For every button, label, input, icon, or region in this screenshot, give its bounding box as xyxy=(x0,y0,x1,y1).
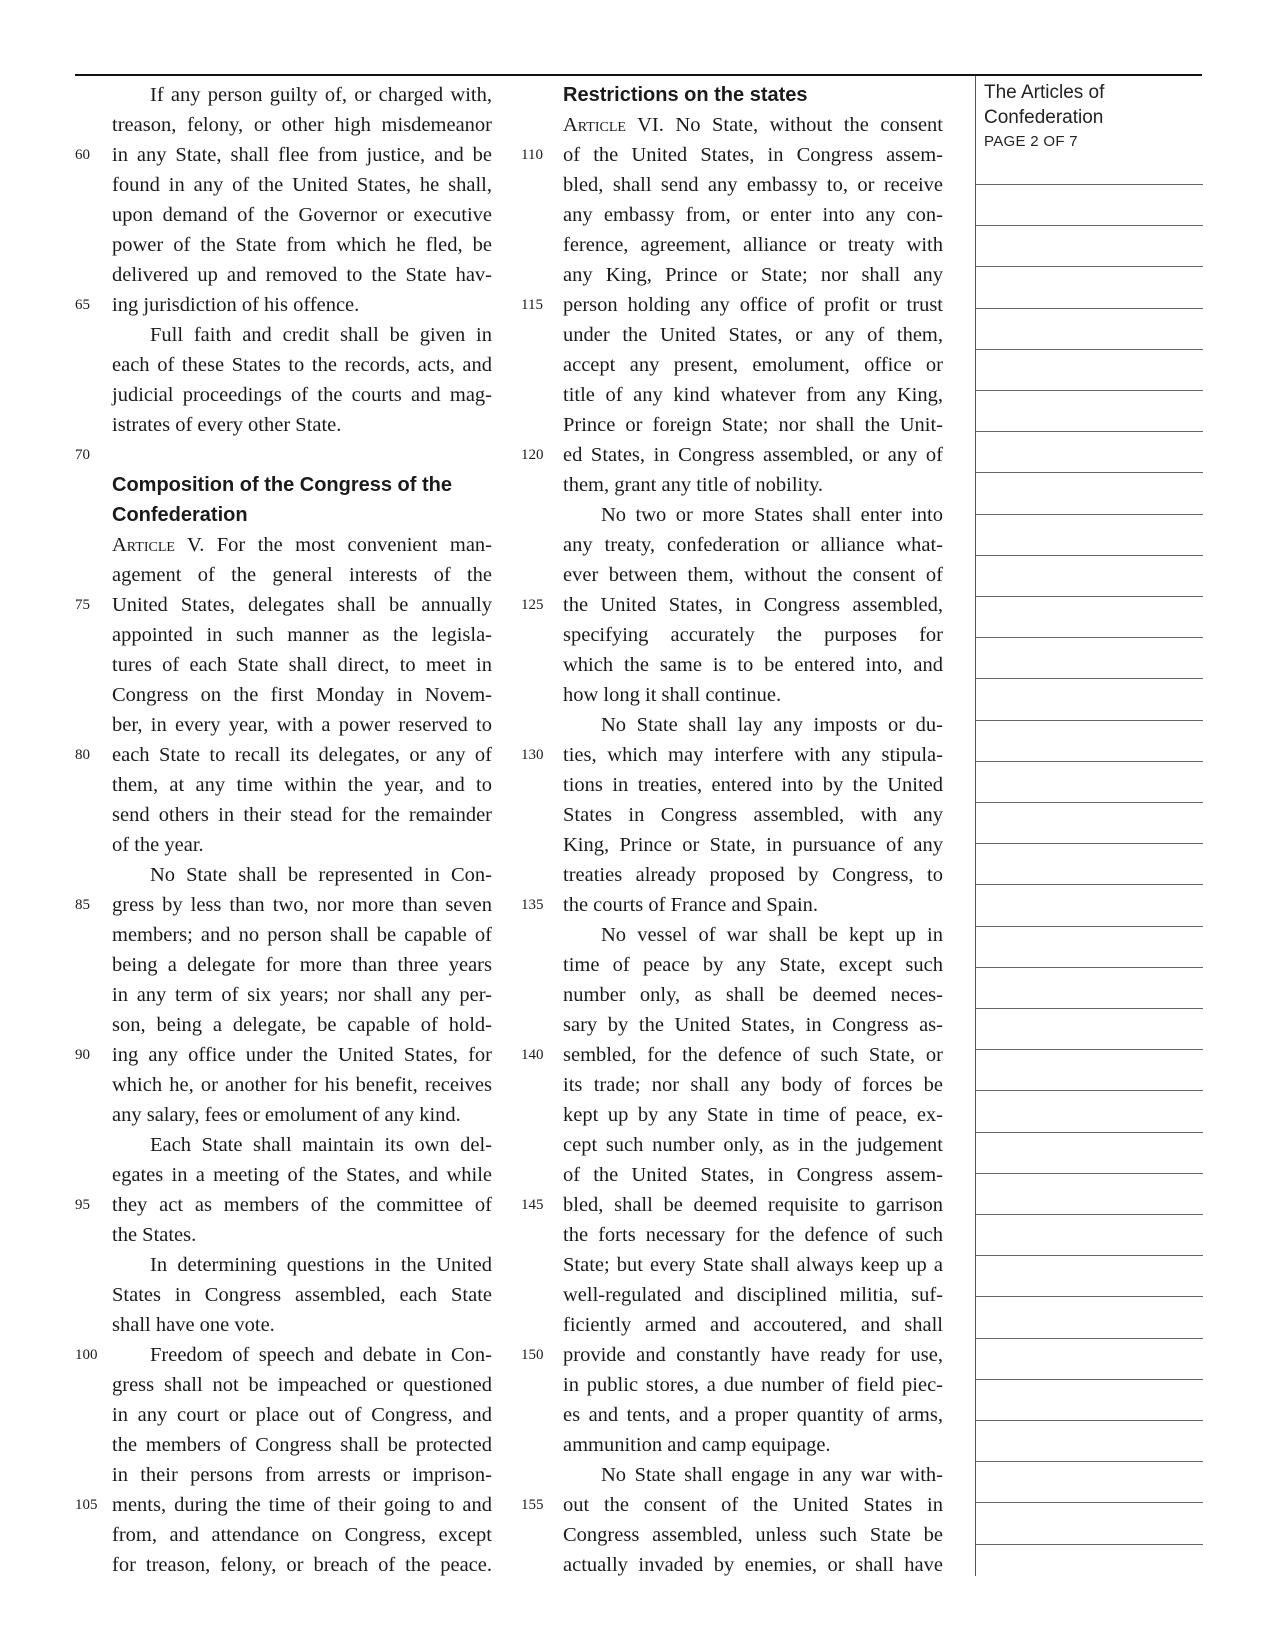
note-line xyxy=(976,926,1203,927)
line-text: Composition of the Congress of the xyxy=(112,474,452,496)
sidebar-title xyxy=(984,80,1194,130)
line-text: in any court or place out of Congress, and xyxy=(112,1404,492,1426)
line-text: in public stores, a due number of field piec- xyxy=(563,1374,943,1396)
line-text: found in any of the United States, he shall, xyxy=(112,174,492,196)
note-line xyxy=(976,1132,1203,1133)
text-line xyxy=(112,980,492,1010)
line-text: ing any office under the United States, for xyxy=(112,1044,492,1066)
text-line xyxy=(563,620,943,650)
note-line xyxy=(976,555,1203,556)
article-label: Article xyxy=(112,534,175,556)
text-line xyxy=(112,1280,492,1310)
text-line xyxy=(563,320,943,350)
note-line xyxy=(976,225,1203,226)
note-line xyxy=(976,843,1203,844)
line-text: accept any present, emolument, office or xyxy=(563,354,943,376)
note-line xyxy=(976,596,1203,597)
line-number: 125 xyxy=(521,597,544,613)
text-line xyxy=(563,230,943,260)
text-line xyxy=(112,620,492,650)
text-line xyxy=(563,920,943,950)
text-line xyxy=(75,1340,492,1370)
line-text: how long it shall continue. xyxy=(563,684,782,706)
text-line xyxy=(112,110,492,140)
text-line xyxy=(521,1490,943,1520)
note-line xyxy=(976,184,1203,185)
line-text: the United States, in Congress assembled, xyxy=(563,594,943,616)
text-line xyxy=(112,1010,492,1040)
line-text: well-regulated and disciplined militia, suf- xyxy=(563,1284,943,1306)
note-line xyxy=(976,1461,1203,1462)
line-text: agement of the general interests of the xyxy=(112,564,492,586)
line-text: cept such number only, as in the judgement xyxy=(563,1134,943,1156)
text-line xyxy=(112,1460,492,1490)
note-line xyxy=(976,1049,1203,1050)
section-heading xyxy=(563,80,943,110)
text-line xyxy=(112,260,492,290)
text-line xyxy=(563,980,943,1010)
line-text: sembled, for the defence of such State, or xyxy=(563,1044,943,1066)
line-text: in any term of six years; nor shall any per- xyxy=(112,984,492,1006)
line-number: 115 xyxy=(521,297,543,313)
line-text: ever between them, without the consent of xyxy=(563,564,943,586)
note-line xyxy=(976,1173,1203,1174)
text-line xyxy=(112,920,492,950)
line-text: egates in a meeting of the States, and while xyxy=(112,1164,492,1186)
line-text: United States, delegates shall be annually xyxy=(112,594,492,616)
text-line xyxy=(521,740,943,770)
line-number: 70 xyxy=(75,447,90,463)
line-number: 130 xyxy=(521,747,544,763)
text-line xyxy=(112,230,492,260)
line-number: 140 xyxy=(521,1047,544,1063)
text-line xyxy=(521,590,943,620)
text-line xyxy=(563,260,943,290)
line-text: Prince or foreign State; nor shall the Unit- xyxy=(563,414,943,436)
line-text: appointed in such manner as the legisla- xyxy=(112,624,492,646)
note-line xyxy=(976,1420,1203,1421)
note-line xyxy=(976,1502,1203,1503)
line-text: State; but every State shall always keep up a xyxy=(563,1254,943,1276)
line-text: send others in their stead for the remainder xyxy=(112,804,492,826)
text-line xyxy=(112,950,492,980)
note-line xyxy=(976,1255,1203,1256)
note-line xyxy=(976,1214,1203,1215)
text-line xyxy=(521,290,943,320)
text-line xyxy=(112,200,492,230)
line-text: title of any kind whatever from any King, xyxy=(563,384,943,406)
text-line xyxy=(112,680,492,710)
text-line xyxy=(75,290,492,320)
line-text: which the same is to be entered into, and xyxy=(563,654,943,676)
section-heading xyxy=(112,500,492,530)
line-number: 135 xyxy=(521,897,544,913)
line-text: being a delegate for more than three years xyxy=(112,954,492,976)
note-line xyxy=(976,390,1203,391)
line-text: actually invaded by enemies, or shall have xyxy=(563,1554,943,1576)
line-text: Congress assembled, unless such State be xyxy=(563,1524,943,1546)
line-text: in their persons from arrests or imprison- xyxy=(112,1464,492,1486)
line-text: the forts necessary for the defence of such xyxy=(563,1224,943,1246)
line-text: shall have one vote. xyxy=(112,1314,275,1336)
text-line xyxy=(563,170,943,200)
text-line xyxy=(75,590,492,620)
text-line xyxy=(563,830,943,860)
line-text: In determining questions in the United xyxy=(150,1254,492,1276)
line-text: the courts of France and Spain. xyxy=(563,894,819,916)
text-line xyxy=(563,650,943,680)
text-line xyxy=(563,1460,943,1490)
note-line xyxy=(976,967,1203,968)
text-line xyxy=(563,1220,943,1250)
text-line xyxy=(563,500,943,530)
line-text: bled, shall send any embassy to, or receive xyxy=(563,174,943,196)
text-line xyxy=(563,1010,943,1040)
line-text: number only, as shall be deemed neces- xyxy=(563,984,943,1006)
line-number: 110 xyxy=(521,147,543,163)
note-line xyxy=(976,761,1203,762)
page-indicator: PAGE 2 OF 7 xyxy=(984,133,1078,150)
line-text: No State shall lay any imposts or du- xyxy=(601,714,943,736)
text-line xyxy=(563,950,943,980)
text-line xyxy=(75,1040,492,1070)
text-line xyxy=(112,710,492,740)
line-text: Full faith and credit shall be given in xyxy=(150,324,492,346)
text-line xyxy=(563,200,943,230)
text-line xyxy=(563,560,943,590)
text-line xyxy=(563,1310,943,1340)
line-text: out the consent of the United States in xyxy=(563,1494,943,1516)
line-text: the States. xyxy=(112,1224,197,1246)
text-line xyxy=(112,1520,492,1550)
text-line xyxy=(521,1340,943,1370)
line-text: ing jurisdiction of his offence. xyxy=(112,294,360,316)
line-text: ments, during the time of their going to and xyxy=(112,1494,492,1516)
line-text: of the year. xyxy=(112,834,204,856)
text-line xyxy=(112,320,492,350)
line-text: No State shall engage in any war with- xyxy=(601,1464,943,1486)
text-line xyxy=(75,140,492,170)
text-line xyxy=(112,410,492,440)
line-text: gress by less than two, nor more than seven xyxy=(112,894,492,916)
line-text: from, and attendance on Congress, except xyxy=(112,1524,492,1546)
line-text: the members of Congress shall be protected xyxy=(112,1434,492,1456)
line-text: each of these States to the records, acts, and xyxy=(112,354,492,376)
note-line xyxy=(976,884,1203,885)
text-line xyxy=(563,680,943,710)
text-line xyxy=(563,1520,943,1550)
note-line xyxy=(976,349,1203,350)
section-heading xyxy=(112,470,492,500)
line-text: No vessel of war shall be kept up in xyxy=(601,924,943,946)
line-text: VI. No State, without the consent xyxy=(625,114,943,136)
line-text: States in Congress assembled, each State xyxy=(112,1284,492,1306)
line-text: Confederation xyxy=(112,504,248,526)
line-text: States in Congress assembled, with any xyxy=(563,804,943,826)
text-line xyxy=(563,1550,943,1580)
text-line xyxy=(563,770,943,800)
line-text: If any person guilty of, or charged with, xyxy=(150,84,492,106)
line-text: upon demand of the Governor or executive xyxy=(112,204,492,226)
text-line xyxy=(521,1040,943,1070)
text-line xyxy=(112,800,492,830)
line-text: of the United States, in Congress assem- xyxy=(563,144,943,166)
text-line xyxy=(563,710,943,740)
left-text-column xyxy=(75,80,492,1580)
line-text: ber, in every year, with a power reserved to xyxy=(112,714,492,736)
sidebar-title-line2: Confederation xyxy=(984,107,1104,128)
text-line xyxy=(112,350,492,380)
line-text: each State to recall its delegates, or any of xyxy=(112,744,492,766)
line-text: person holding any office of profit or trust xyxy=(563,294,943,316)
text-line xyxy=(563,1250,943,1280)
text-line xyxy=(75,740,492,770)
note-line xyxy=(976,431,1203,432)
line-text: No State shall be represented in Con- xyxy=(150,864,492,886)
line-text: Restrictions on the states xyxy=(563,84,808,106)
text-line xyxy=(112,1400,492,1430)
text-line xyxy=(112,770,492,800)
note-line xyxy=(976,1338,1203,1339)
text-line xyxy=(563,800,943,830)
line-text: specifying accurately the purposes for xyxy=(563,624,943,646)
line-number: 100 xyxy=(75,1347,98,1363)
text-line xyxy=(563,530,943,560)
note-line xyxy=(976,720,1203,721)
text-line xyxy=(112,650,492,680)
line-text: treaties already proposed by Congress, to xyxy=(563,864,943,886)
text-line xyxy=(563,110,943,140)
line-number: 80 xyxy=(75,747,90,763)
text-line xyxy=(563,1100,943,1130)
text-line xyxy=(75,1190,492,1220)
line-text: of the United States, in Congress assem- xyxy=(563,1164,943,1186)
text-line xyxy=(521,1190,943,1220)
note-line xyxy=(976,514,1203,515)
article-label: Article xyxy=(563,114,626,136)
line-number: 65 xyxy=(75,297,90,313)
text-line xyxy=(112,1100,492,1130)
note-line xyxy=(976,1379,1203,1380)
line-text: for treason, felony, or breach of the peace. xyxy=(112,1554,492,1576)
line-text: time of peace by any State, except such xyxy=(563,954,943,976)
sidebar-notes-panel xyxy=(975,76,1203,1576)
line-text: es and tents, and a proper quantity of arms, xyxy=(563,1404,943,1426)
line-text: King, Prince or State, in pursuance of any xyxy=(563,834,943,856)
text-line xyxy=(112,1130,492,1160)
line-number: 60 xyxy=(75,147,90,163)
line-text: gress shall not be impeached or questioned xyxy=(112,1374,492,1396)
line-text: ference, agreement, alliance or treaty with xyxy=(563,234,943,256)
text-line xyxy=(112,80,492,110)
text-line xyxy=(112,1250,492,1280)
line-number: 95 xyxy=(75,1197,90,1213)
note-line xyxy=(976,472,1203,473)
text-line xyxy=(521,890,943,920)
note-line xyxy=(976,1090,1203,1091)
text-line xyxy=(563,1280,943,1310)
text-line xyxy=(563,1130,943,1160)
line-text: power of the State from which he fled, be xyxy=(112,234,492,256)
line-text: istrates of every other State. xyxy=(112,414,342,436)
text-line xyxy=(521,440,943,470)
note-line xyxy=(976,1008,1203,1009)
text-line xyxy=(563,1070,943,1100)
line-text: Congress on the first Monday in Novem- xyxy=(112,684,492,706)
line-text: Each State shall maintain its own del- xyxy=(150,1134,492,1156)
text-line xyxy=(563,1400,943,1430)
text-line xyxy=(112,560,492,590)
text-line xyxy=(112,1370,492,1400)
right-text-column xyxy=(521,80,943,1580)
text-line xyxy=(112,1160,492,1190)
note-line xyxy=(976,266,1203,267)
text-line xyxy=(521,140,943,170)
text-line xyxy=(563,860,943,890)
line-text: tures of each State shall direct, to meet in xyxy=(112,654,492,676)
line-number: 150 xyxy=(521,1347,544,1363)
note-line xyxy=(976,1544,1203,1545)
line-text: ammunition and camp equipage. xyxy=(563,1434,831,1456)
line-text: any treaty, confederation or alliance what- xyxy=(563,534,943,556)
line-text: kept up by any State in time of peace, ex- xyxy=(563,1104,943,1126)
line-text: them, at any time within the year, and to xyxy=(112,774,492,796)
text-line xyxy=(563,1370,943,1400)
line-text: tions in treaties, entered into by the United xyxy=(563,774,943,796)
text-line xyxy=(112,530,492,560)
line-text: under the United States, or any of them, xyxy=(563,324,943,346)
line-text: provide and constantly have ready for use, xyxy=(563,1344,943,1366)
line-number: 105 xyxy=(75,1497,98,1513)
text-line xyxy=(112,1070,492,1100)
line-text: any embassy from, or enter into any con- xyxy=(563,204,943,226)
text-line xyxy=(563,380,943,410)
text-line xyxy=(75,440,492,470)
text-line xyxy=(112,380,492,410)
line-text: V. For the most convenient man- xyxy=(174,534,492,556)
text-line xyxy=(563,470,943,500)
text-line xyxy=(75,1490,492,1520)
line-text: judicial proceedings of the courts and mag- xyxy=(112,384,492,406)
line-text: members; and no person shall be capable of xyxy=(112,924,492,946)
text-line xyxy=(112,1220,492,1250)
line-text: any salary, fees or emolument of any kind. xyxy=(112,1104,461,1126)
line-text: ties, which may interfere with any stipula- xyxy=(563,744,943,766)
line-number: 145 xyxy=(521,1197,544,1213)
line-text: ed States, in Congress assembled, or any of xyxy=(563,444,943,466)
note-line xyxy=(976,637,1203,638)
line-text: sary by the United States, in Congress as- xyxy=(563,1014,943,1036)
line-text: they act as members of the committee of xyxy=(112,1194,492,1216)
text-line xyxy=(563,410,943,440)
line-text: treason, felony, or other high misdemeanor xyxy=(112,114,492,136)
line-text: any King, Prince or State; nor shall any xyxy=(563,264,943,286)
note-line xyxy=(976,1296,1203,1297)
line-text: bled, shall be deemed requisite to garrison xyxy=(563,1194,943,1216)
note-line xyxy=(976,802,1203,803)
line-number: 75 xyxy=(75,597,90,613)
line-text: Freedom of speech and debate in Con- xyxy=(150,1344,492,1366)
line-number: 85 xyxy=(75,897,90,913)
line-text: No two or more States shall enter into xyxy=(601,504,943,526)
line-text: son, being a delegate, be capable of hold- xyxy=(112,1014,492,1036)
text-line xyxy=(563,1160,943,1190)
text-line xyxy=(112,1550,492,1580)
line-text: delivered up and removed to the State hav- xyxy=(112,264,492,286)
sidebar-title-line1: The Articles of xyxy=(984,82,1105,103)
text-line xyxy=(112,860,492,890)
text-line xyxy=(112,1310,492,1340)
line-text: ficiently armed and accoutered, and shall xyxy=(563,1314,943,1336)
text-line xyxy=(112,830,492,860)
line-text: which he, or another for his benefit, receives xyxy=(112,1074,492,1096)
text-line xyxy=(75,890,492,920)
text-line xyxy=(563,350,943,380)
line-text: its trade; nor shall any body of forces be xyxy=(563,1074,943,1096)
text-line xyxy=(112,170,492,200)
text-line xyxy=(563,1430,943,1460)
line-number: 90 xyxy=(75,1047,90,1063)
note-line xyxy=(976,308,1203,309)
line-number: 155 xyxy=(521,1497,544,1513)
line-number: 120 xyxy=(521,447,544,463)
text-line xyxy=(112,1430,492,1460)
line-text: in any State, shall flee from justice, and be xyxy=(112,144,492,166)
note-line xyxy=(976,678,1203,679)
line-text: them, grant any title of nobility. xyxy=(563,474,823,496)
